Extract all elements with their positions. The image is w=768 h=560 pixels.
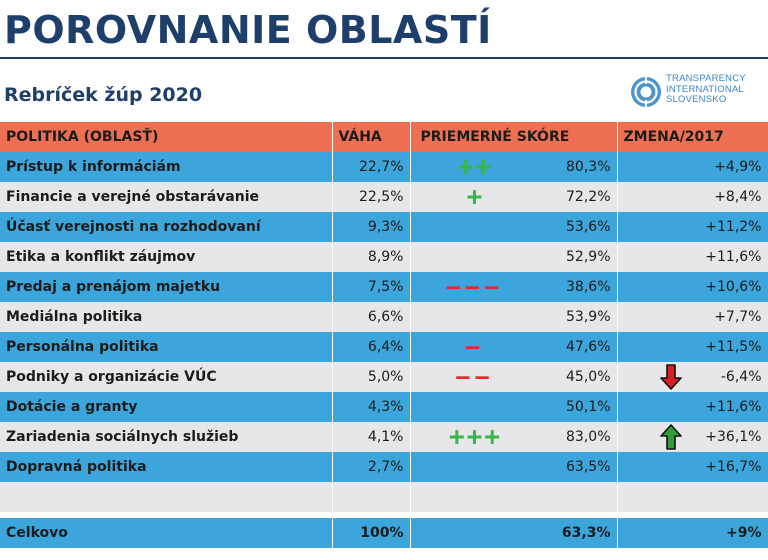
row-skore-cell	[410, 152, 617, 182]
total-skore: 63,3%	[410, 518, 617, 548]
row-politika: Personálna politika	[0, 332, 332, 362]
table-header-row	[0, 122, 768, 152]
row-politika: Prístup k informáciám	[0, 152, 332, 182]
plus-rating-icon: ++	[457, 152, 494, 182]
row-skore: 83,0%	[566, 429, 611, 445]
row-skore-cell	[410, 422, 617, 452]
transparency-international-logo	[630, 72, 766, 112]
comparison-table	[0, 122, 768, 548]
row-zmena-cell	[617, 362, 768, 392]
row-skore-cell	[410, 182, 617, 212]
row-skore: 50,1%	[566, 399, 611, 415]
plus-rating-icon: +	[466, 182, 485, 212]
row-zmena: +8,4%	[714, 189, 762, 205]
row-politika: Podniky a organizácie VÚC	[0, 362, 332, 392]
row-skore-cell	[410, 302, 617, 332]
total-vaha: 100%	[332, 518, 410, 548]
row-skore: 47,6%	[566, 339, 611, 355]
row-vaha: 6,6%	[332, 302, 410, 332]
row-zmena: +4,9%	[714, 159, 762, 175]
row-zmena-cell	[617, 272, 768, 302]
arrow-up-icon	[660, 424, 682, 450]
row-skore-cell	[410, 212, 617, 242]
row-skore: 72,2%	[566, 189, 611, 205]
row-politika: Účasť verejnosti na rozhodovaní	[0, 212, 332, 242]
column-header-vaha: VÁHA	[332, 122, 410, 152]
row-vaha: 4,1%	[332, 422, 410, 452]
row-zmena: +36,1%	[705, 429, 762, 445]
total-label: Celkovo	[0, 518, 332, 548]
table-row	[0, 422, 768, 452]
row-skore: 45,0%	[566, 369, 611, 385]
table-row	[0, 212, 768, 242]
row-vaha: 22,5%	[332, 182, 410, 212]
row-zmena-cell	[617, 422, 768, 452]
row-vaha: 4,3%	[332, 392, 410, 422]
column-header-skore: PRIEMERNÉ SKÓRE	[410, 122, 617, 152]
total-zmena: +9%	[617, 518, 768, 548]
row-vaha: 2,7%	[332, 452, 410, 482]
row-zmena: +11,6%	[705, 249, 762, 265]
row-zmena-cell	[617, 452, 768, 482]
title-divider	[0, 57, 768, 59]
row-skore: 52,9%	[566, 249, 611, 265]
minus-rating-icon: –	[465, 334, 486, 360]
row-vaha: 5,0%	[332, 362, 410, 392]
row-skore-cell	[410, 362, 617, 392]
row-zmena-cell	[617, 392, 768, 422]
row-vaha: 7,5%	[332, 272, 410, 302]
page-subtitle: Rebríček žúp 2020	[4, 84, 203, 106]
table-row	[0, 392, 768, 422]
row-zmena: +11,6%	[705, 399, 762, 415]
arrow-down-icon	[660, 364, 682, 390]
minus-rating-icon: ––	[456, 364, 495, 390]
row-skore: 63,5%	[566, 459, 611, 475]
row-skore: 53,6%	[566, 219, 611, 235]
table-row	[0, 242, 768, 272]
logo-line-1: TRANSPARENCY	[666, 73, 746, 84]
row-vaha: 22,7%	[332, 152, 410, 182]
table-row	[0, 302, 768, 332]
table-row	[0, 272, 768, 302]
table-row	[0, 332, 768, 362]
row-vaha: 6,4%	[332, 332, 410, 362]
row-zmena: +7,7%	[714, 309, 762, 325]
row-skore-cell	[410, 392, 617, 422]
page-title: POROVNANIE OBLASTÍ	[4, 8, 492, 52]
row-skore-cell	[410, 332, 617, 362]
column-header-politika: POLITIKA (OBLASŤ)	[0, 122, 332, 152]
row-politika: Dopravná politika	[0, 452, 332, 482]
row-zmena-cell	[617, 212, 768, 242]
row-politika: Predaj a prenájom majetku	[0, 272, 332, 302]
total-row	[0, 518, 768, 548]
column-header-zmena: ZMENA/2017	[617, 122, 768, 152]
row-politika: Mediálna politika	[0, 302, 332, 332]
table-row	[0, 152, 768, 182]
table-row	[0, 452, 768, 482]
row-skore-cell	[410, 242, 617, 272]
minus-rating-icon: –––	[446, 274, 505, 300]
plus-rating-icon: +++	[449, 422, 502, 452]
row-politika: Dotácie a granty	[0, 392, 332, 422]
row-vaha: 9,3%	[332, 212, 410, 242]
row-zmena-cell	[617, 182, 768, 212]
row-zmena-cell	[617, 152, 768, 182]
logo-line-2: INTERNATIONAL	[666, 83, 744, 95]
row-zmena: +10,6%	[705, 279, 762, 295]
logo-line-3: SLOVENSKO	[666, 94, 727, 105]
table-row	[0, 362, 768, 392]
row-skore: 80,3%	[566, 159, 611, 175]
transparency-logo-icon	[630, 76, 662, 108]
row-politika: Etika a konflikt záujmov	[0, 242, 332, 272]
empty-row	[0, 482, 768, 512]
row-zmena-cell	[617, 332, 768, 362]
row-skore: 53,9%	[566, 309, 611, 325]
row-zmena: +11,2%	[705, 219, 762, 235]
row-vaha: 8,9%	[332, 242, 410, 272]
row-zmena: -6,4%	[720, 369, 762, 385]
row-politika: Financie a verejné obstarávanie	[0, 182, 332, 212]
row-zmena-cell	[617, 242, 768, 272]
table-row	[0, 182, 768, 212]
row-zmena: +11,5%	[705, 339, 762, 355]
row-zmena-cell	[617, 302, 768, 332]
row-skore-cell	[410, 272, 617, 302]
row-zmena: +16,7%	[705, 459, 762, 475]
row-skore: 38,6%	[566, 279, 611, 295]
row-skore-cell	[410, 452, 617, 482]
row-politika: Zariadenia sociálnych služieb	[0, 422, 332, 452]
